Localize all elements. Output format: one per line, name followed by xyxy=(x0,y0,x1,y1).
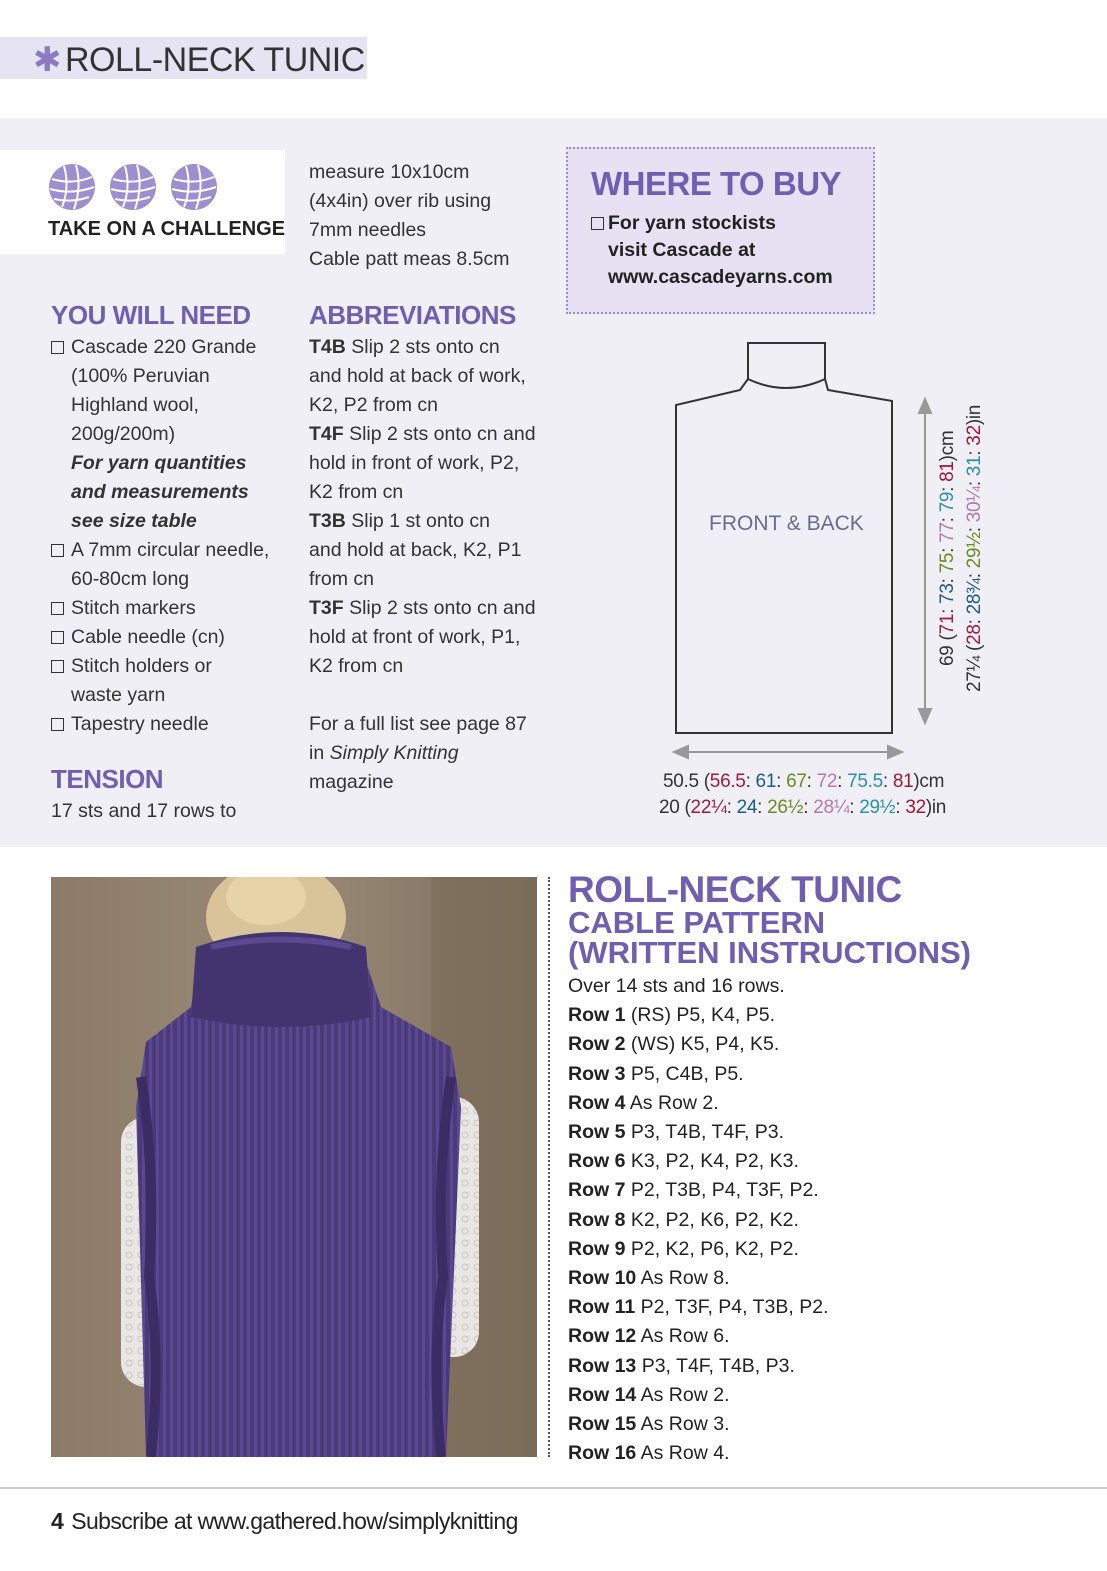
page-number: 4 xyxy=(51,1508,64,1534)
garment-outline xyxy=(676,343,892,733)
pattern-row: Row 9 P2, K2, P6, K2, P2. xyxy=(568,1237,799,1260)
pattern-row: Row 16 As Row 4. xyxy=(568,1442,730,1465)
cable-pattern-rows xyxy=(568,972,829,1468)
abbreviations-list xyxy=(309,333,554,797)
pattern-row: Row 2 (WS) K5, P4, K5. xyxy=(568,1033,780,1056)
checkbox-icon xyxy=(51,718,64,731)
height-arrow xyxy=(919,399,931,723)
where-to-buy-text: For yarn stockists visit Cascade at www.cascadeyarns.com xyxy=(591,210,833,291)
list-item: Stitch holders or waste yarn xyxy=(51,652,286,710)
panel-label: FRONT & BACK xyxy=(709,512,864,535)
cable-pattern-title: ROLL-NECK TUNIC CABLE PATTERN (WRITTEN INSTRUCTIONS) xyxy=(568,869,971,970)
width-arrow xyxy=(674,746,902,758)
abbreviation-entry: T4F Slip 2 sts onto cn and hold in front of work, P2, K2 from cn xyxy=(309,423,536,503)
tension-text-continued: measure 10x10cm (4x4in) over rib using 7mm needles Cable patt meas 8.5cm xyxy=(309,161,510,270)
pattern-row: Row 13 P3, T4F, T4B, P3. xyxy=(568,1354,795,1377)
list-item: Stitch markers xyxy=(51,594,286,623)
list-item: Cable needle (cn) xyxy=(51,623,286,652)
pattern-row: Row 11 P2, T3F, P4, T3B, P2. xyxy=(568,1296,829,1319)
abbreviation-term: T3B xyxy=(309,510,346,532)
pattern-row: Row 4 As Row 2. xyxy=(568,1091,719,1114)
pattern-row: Row 12 As Row 6. xyxy=(568,1325,730,1348)
pattern-row: Row 8 K2, P2, K6, P2, K2. xyxy=(568,1208,799,1231)
where-to-buy-heading: WHERE TO BUY xyxy=(591,165,842,202)
difficulty-rating xyxy=(48,162,218,212)
tension-heading: TENSION xyxy=(51,764,164,794)
neck-roll-line xyxy=(748,379,825,388)
pattern-row: Row 10 As Row 8. xyxy=(568,1267,730,1290)
width-in-label: 20 (22¼: 24: 26½: 28¼: 29½: 32)in xyxy=(659,797,947,818)
yarn-ball-icon xyxy=(171,164,217,210)
tension-text: 17 sts and 17 rows to xyxy=(51,800,237,822)
checkbox-icon xyxy=(51,341,64,354)
width-cm-label: 50.5 (56.5: 61: 67: 72: 75.5: 81)cm xyxy=(663,771,945,792)
pattern-row: Row 1 (RS) P5, K4, P5. xyxy=(568,1004,775,1027)
pattern-row: Row 6 K3, P2, K4, P2, K3. xyxy=(568,1150,799,1173)
abbreviations-heading: ABBREVIATIONS xyxy=(309,300,516,330)
column-divider xyxy=(548,877,550,1457)
challenge-label: TAKE ON A CHALLENGE xyxy=(48,218,286,240)
checkbox-icon xyxy=(51,631,64,644)
height-cm-label: 69 (71: 73: 75: 77: 79: 81)cm xyxy=(937,430,958,666)
abbreviation-term: T4B xyxy=(309,336,346,358)
checkbox-icon xyxy=(51,544,64,557)
abbreviation-term: T4F xyxy=(309,423,344,445)
checkbox-icon xyxy=(51,602,64,615)
footer-divider xyxy=(0,1487,1107,1489)
full-list-note: For a full list see page 87 in Simply Knitting magazine xyxy=(309,713,527,793)
materials-list xyxy=(51,333,286,739)
pattern-row: Row 7 P2, T3B, P4, T3F, P2. xyxy=(568,1179,819,1202)
checkbox-icon xyxy=(591,217,604,230)
checkbox-icon xyxy=(51,660,64,673)
pattern-intro: Over 14 sts and 16 rows. xyxy=(568,975,785,997)
page-title: ✱ ROLL-NECK TUNIC xyxy=(33,41,365,79)
garment-photo xyxy=(51,877,537,1457)
yarn-ball-icon xyxy=(110,164,156,210)
yarn-ball-icon xyxy=(49,164,95,210)
flower-icon: ✱ xyxy=(33,41,61,79)
pattern-row: Row 14 As Row 2. xyxy=(568,1383,730,1406)
list-item: A 7mm circular needle, 60-80cm long xyxy=(51,536,286,594)
abbreviation-entry: T3F Slip 2 sts onto cn and hold at front of work, P1, K2 from cn xyxy=(309,597,536,677)
pattern-row: Row 3 P5, C4B, P5. xyxy=(568,1062,744,1085)
subscribe-link[interactable]: Subscribe at www.gathered.how/simplyknitting xyxy=(71,1508,518,1534)
abbreviation-entry: T4B Slip 2 sts onto cn and hold at back of work, K2, P2 from cn xyxy=(309,336,526,416)
abbreviation-entry: T3B Slip 1 st onto cn and hold at back, K2, P1 from cn xyxy=(309,510,522,590)
abbreviation-term: T3F xyxy=(309,597,344,619)
list-item: Tapestry needle xyxy=(51,710,286,739)
pattern-row: Row 5 P3, T4B, T4F, P3. xyxy=(568,1121,785,1144)
cascade-url[interactable]: www.cascadeyarns.com xyxy=(608,266,833,288)
you-will-need-heading: YOU WILL NEED xyxy=(51,300,251,330)
footer xyxy=(51,1508,518,1535)
pattern-row: Row 15 As Row 3. xyxy=(568,1413,730,1436)
garment-schematic xyxy=(660,335,950,765)
list-item: Cascade 220 Grande (100% Peruvian Highland wool, 200g/200m) For yarn quantities and measurements see size table xyxy=(51,333,286,536)
height-in-label: 27¼ (28: 28¾: 29½: 30¼: 31: 32)in xyxy=(964,404,985,692)
